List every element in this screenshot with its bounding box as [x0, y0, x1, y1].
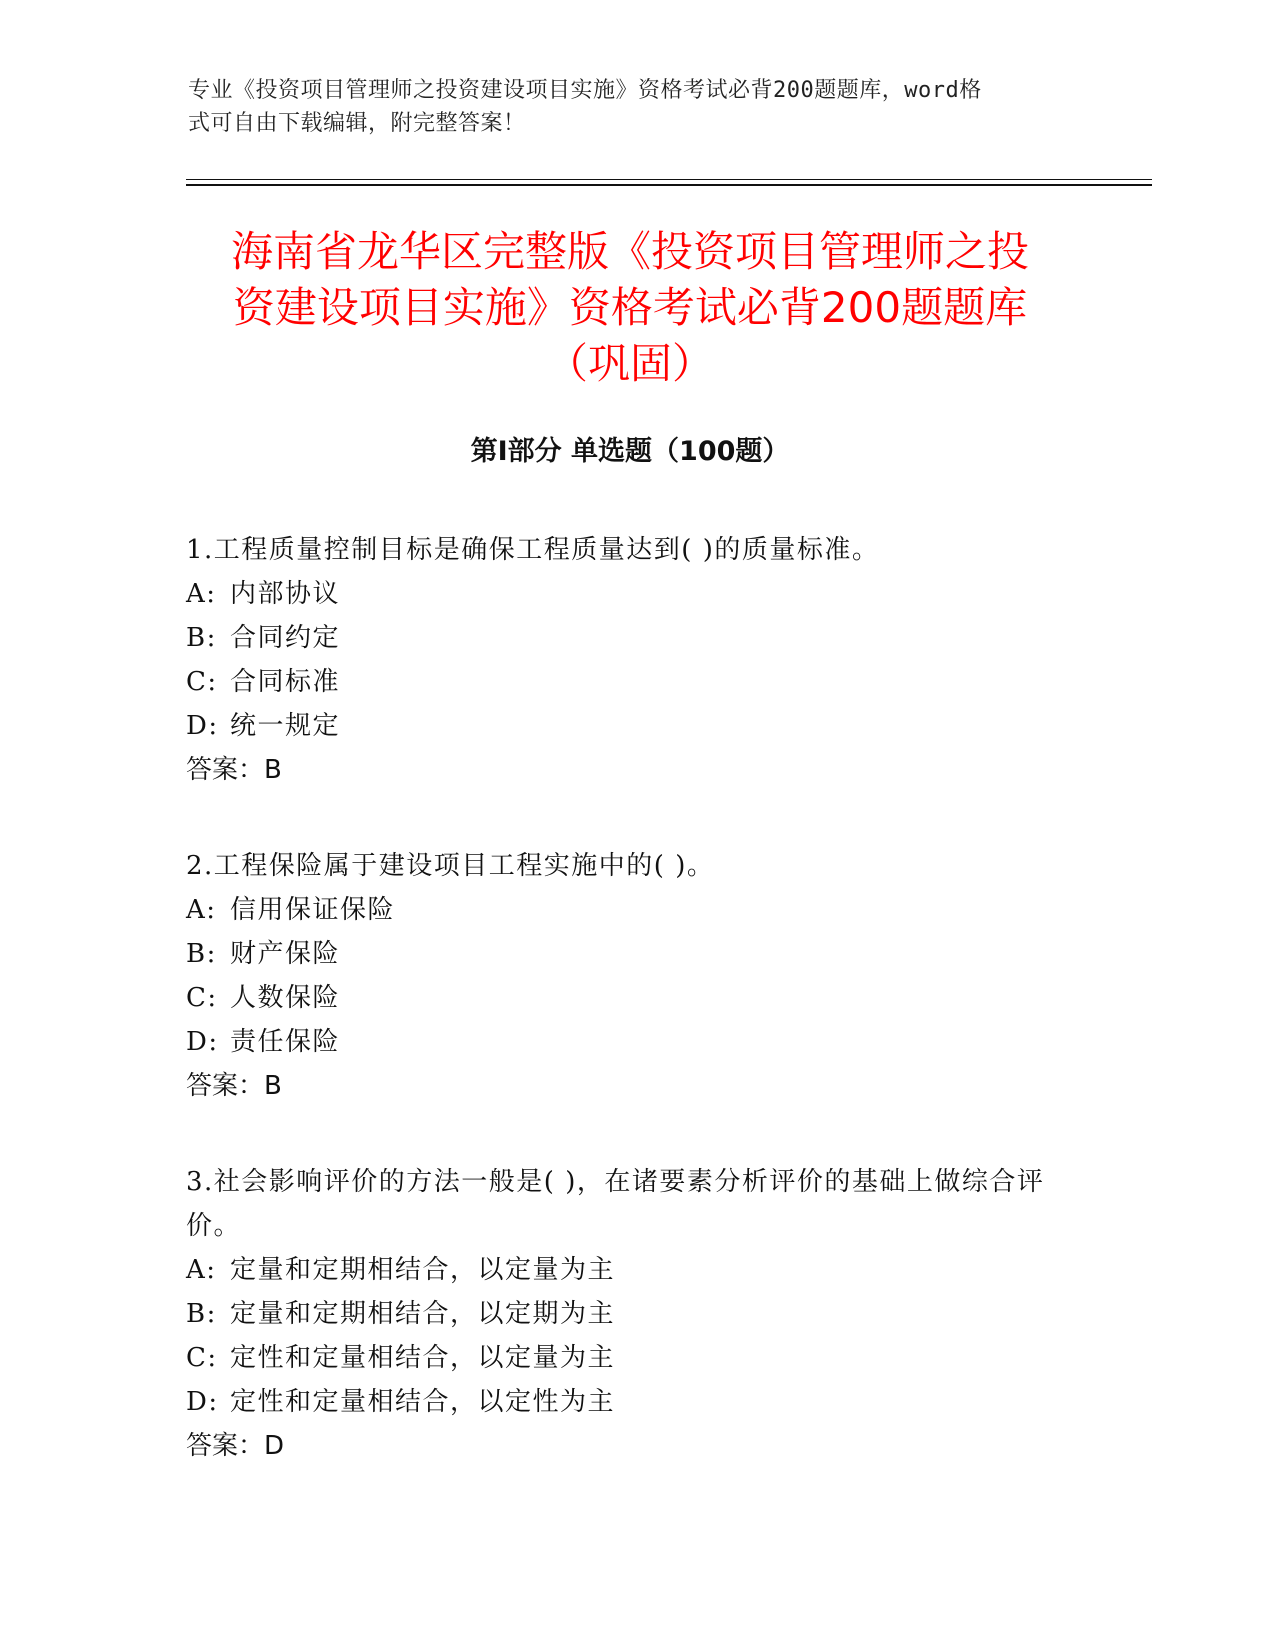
document-title-line: 资建设项目实施》资格考试必背200题题库 [232, 283, 1028, 332]
answer-line: 答案：B [186, 755, 282, 785]
option-key: C: [186, 667, 218, 697]
option-d [186, 1380, 1086, 1424]
question-list [186, 528, 1086, 1520]
option-key: D: [186, 711, 219, 741]
question-item [186, 1160, 1086, 1468]
question-stem: 2.工程保险属于建设项目工程实施中的( )。 [186, 851, 715, 881]
option-text: 合同约定 [230, 623, 341, 653]
question-item [186, 528, 1086, 792]
option-text: 责任保险 [230, 1027, 341, 1057]
option-d [186, 704, 1086, 748]
option-key: B: [186, 623, 217, 653]
section-heading: 第Ⅰ部分 单选题（100题） [470, 436, 790, 467]
header-note [188, 74, 1068, 140]
option-key: A: [186, 1255, 217, 1285]
option-c [186, 976, 1086, 1020]
option-key: D: [186, 1387, 219, 1417]
option-text: 财产保险 [230, 939, 341, 969]
option-text: 合同标准 [230, 667, 341, 697]
option-a [186, 888, 1086, 932]
question-stem: 1.工程质量控制目标是确保工程质量达到( )的质量标准。 [186, 535, 880, 565]
header-note-line: 式可自由下载编辑，附完整答案！ [188, 111, 526, 136]
header-note-line: 专业《投资项目管理师之投资建设项目实施》资格考试必背200题题库，word格 [188, 78, 982, 103]
option-b [186, 616, 1086, 660]
answer-line: 答案：B [186, 1071, 282, 1101]
option-key: B: [186, 1299, 217, 1329]
option-b [186, 932, 1086, 976]
option-text: 定性和定量相结合，以定性为主 [230, 1387, 616, 1417]
option-key: C: [186, 983, 218, 1013]
document-title-line: 海南省龙华区完整版《投资项目管理师之投 [230, 227, 1029, 276]
option-key: A: [186, 895, 217, 925]
option-text: 内部协议 [230, 579, 341, 609]
question-stem: 3.社会影响评价的方法一般是( )，在诸要素分析评价的基础上做综合评价。 [186, 1167, 1045, 1241]
option-a [186, 1248, 1086, 1292]
option-text: 信用保证保险 [230, 895, 396, 925]
option-key: D: [186, 1027, 219, 1057]
option-c [186, 1336, 1086, 1380]
document-title-line: （巩固） [545, 339, 714, 388]
document-title [186, 224, 1074, 392]
option-d [186, 1020, 1086, 1064]
question-item [186, 844, 1086, 1108]
header-divider [186, 179, 1152, 180]
header-divider-thick [186, 184, 1152, 186]
option-key: B: [186, 939, 217, 969]
answer-line: 答案：D [186, 1431, 285, 1461]
option-text: 统一规定 [230, 711, 341, 741]
option-text: 定量和定期相结合，以定量为主 [230, 1255, 616, 1285]
option-c [186, 660, 1086, 704]
option-key: A: [186, 579, 217, 609]
option-b [186, 1292, 1086, 1336]
option-text: 人数保险 [230, 983, 341, 1013]
option-text: 定性和定量相结合，以定量为主 [230, 1343, 616, 1373]
option-text: 定量和定期相结合，以定期为主 [230, 1299, 616, 1329]
option-key: C: [186, 1343, 218, 1373]
option-a [186, 572, 1086, 616]
